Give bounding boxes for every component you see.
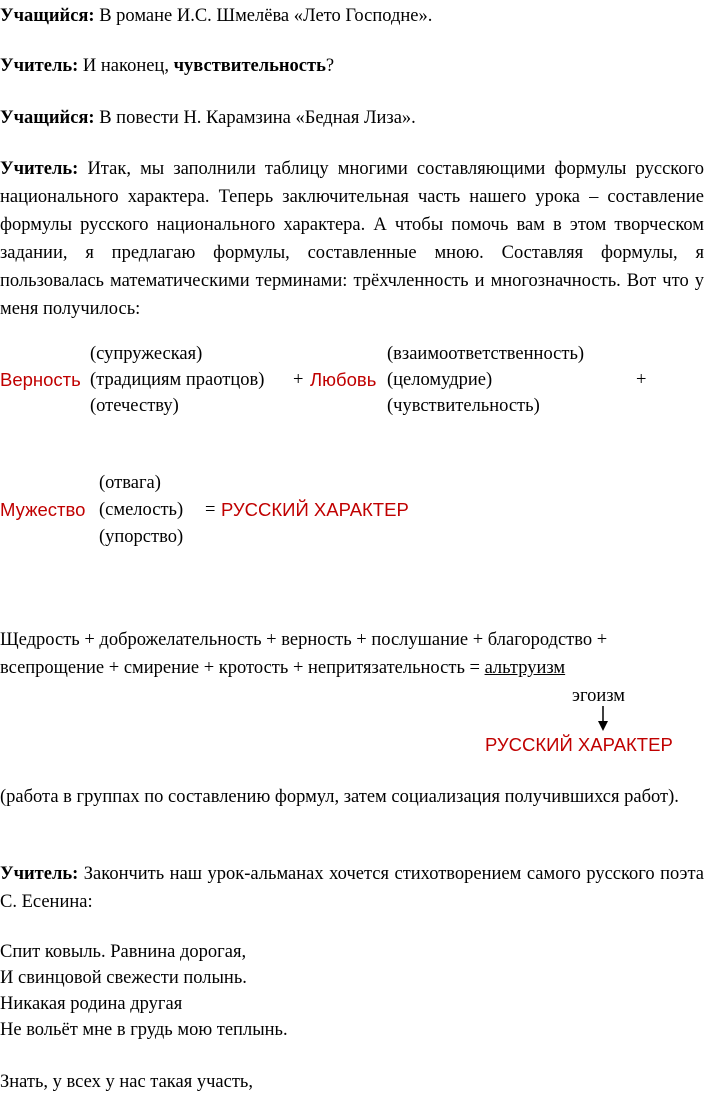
formula2-denominator: эгоизм: [572, 686, 625, 706]
poem-line: Спит ковыль. Равнина дорогая,: [0, 942, 247, 962]
poem-line: Знать, у всех у нас такая участь,: [0, 1072, 253, 1092]
arrow-down-icon: [596, 706, 610, 732]
poem-line: Никакая родина другая: [0, 994, 183, 1014]
dialogue-text: Закончить наш урок-альманах хочется стихотворением самого русского поэта С. Есенина:: [0, 864, 704, 912]
speaker-label: Учащийся:: [0, 6, 95, 26]
speaker-label: Учитель:: [0, 159, 79, 179]
formula2-line-1: Щедрость + доброжелательность + верность + послушание + благородство +: [0, 630, 608, 650]
bold-term: чувствительность: [173, 56, 326, 76]
formula-b-item-3: (чувствительность): [387, 396, 540, 416]
formula-c-item-3: (упорство): [99, 527, 184, 547]
formula-term-muzhestvo: Мужество: [0, 499, 86, 520]
formula-b-item-1: (взаимоответственность): [387, 344, 585, 364]
dialogue-text: В повести Н. Карамзина «Бедная Лиза».: [94, 108, 416, 128]
formula-result: РУССКИЙ ХАРАКТЕР: [221, 499, 409, 520]
formula2-line-2: [0, 654, 704, 682]
plus-sign: +: [636, 370, 647, 390]
formula2-result: РУССКИЙ ХАРАКТЕР: [485, 734, 673, 755]
poem-line: И свинцовой свежести полынь.: [0, 968, 247, 988]
dialogue-line-3: [0, 104, 704, 132]
speaker-label: Учащийся:: [0, 108, 95, 128]
formula2-numerator: альтруизм: [484, 658, 566, 678]
formula-term-vernost: Верность: [0, 369, 81, 390]
formula2-terms: всепрощение + смирение + кротость + непритязательность =: [0, 658, 485, 678]
teacher-paragraph: [0, 155, 704, 323]
formula-a-item-2: (традициям праотцов): [90, 370, 265, 390]
group-work-note: (работа в группах по составлению формул, затем социализация получившихся работ).: [0, 787, 679, 807]
speaker-label: Учитель:: [0, 864, 79, 884]
closing-paragraph: [0, 860, 704, 916]
formula-a-item-1: (супружеская): [90, 344, 203, 364]
formula-c-item-1: (отвага): [99, 473, 161, 493]
formula-b-item-2: (целомудрие): [387, 370, 493, 390]
formula-c-item-2: (смелость): [99, 500, 184, 520]
formula-term-lyubov: Любовь: [310, 369, 377, 390]
dialogue-text: В романе И.С. Шмелёва «Лето Господне».: [94, 6, 433, 26]
speaker-label: Учитель:: [0, 56, 79, 76]
formula-a-item-3: (отечеству): [90, 396, 179, 416]
dialogue-line-1: [0, 2, 704, 30]
dialogue-text: И наконец,: [78, 56, 174, 76]
dialogue-text: ?: [325, 56, 335, 76]
dialogue-text: Итак, мы заполнили таблицу многими составляющими формулы русского национального характера. Теперь заключительная часть нашего урока – составление формулы русского национального характера. А чтобы помочь вам в этом творческом задании, я предлагаю формулы, составленные мною. Составляя формулы, я пользовалась математическими терминами: трёхчленность и многозначность. Вот что у меня получилось:: [0, 159, 704, 319]
poem-line: Не вольёт мне в грудь мою теплынь.: [0, 1020, 288, 1040]
equals-sign: =: [205, 500, 216, 520]
dialogue-line-2: [0, 52, 704, 80]
plus-sign: +: [293, 370, 304, 390]
